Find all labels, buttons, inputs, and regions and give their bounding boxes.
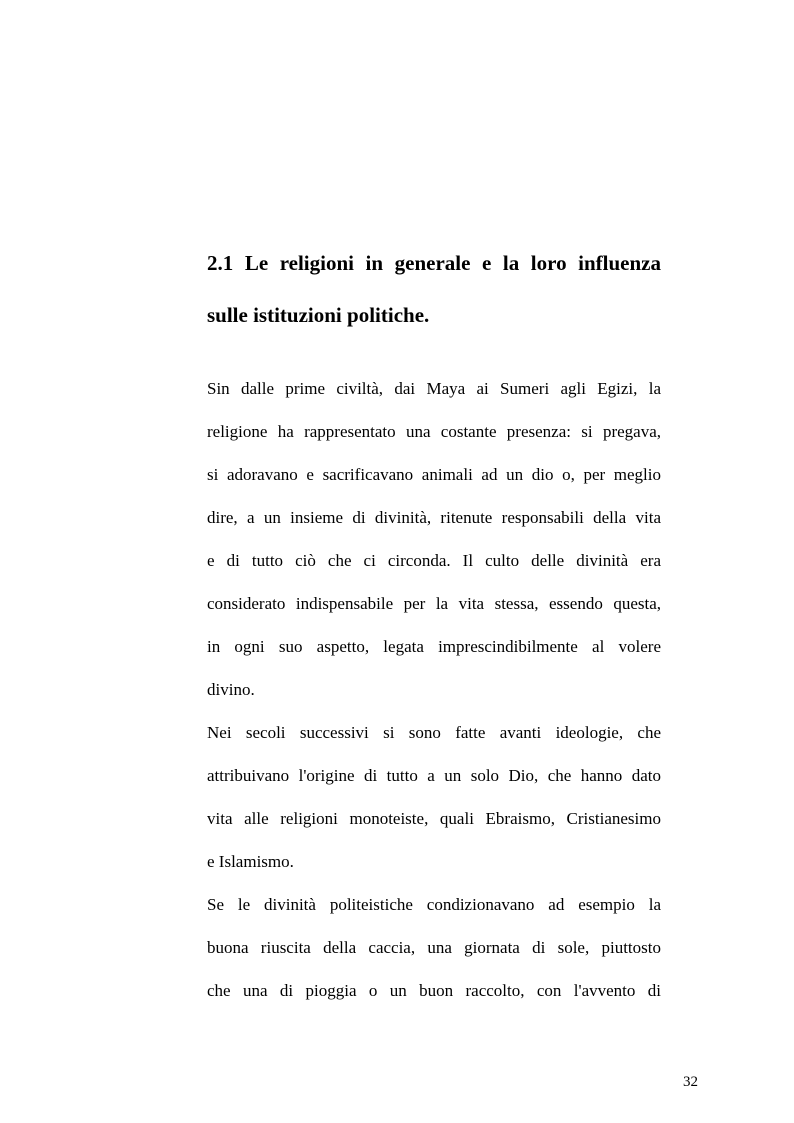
- body-line: che una di pioggia o un buon raccolto, con l'avvento di: [207, 981, 661, 1000]
- heading-line: 2.1 Le religioni in generale e la loro influenza: [207, 251, 661, 275]
- body-text: [207, 367, 661, 1012]
- body-line: si adoravano e sacrificavano animali ad un dio o, per meglio: [207, 465, 661, 484]
- body-line: e di tutto ciò che ci circonda. Il culto delle divinità era: [207, 551, 661, 570]
- body-line: attribuivano l'origine di tutto a un solo Dio, che hanno dato: [207, 766, 661, 785]
- body-line: Nei secoli successivi si sono fatte avanti ideologie, che: [207, 723, 661, 742]
- body-line: Sin dalle prime civiltà, dai Maya ai Sumeri agli Egizi, la: [207, 379, 661, 398]
- body-line: vita alle religioni monoteiste, quali Ebraismo, Cristianesimo: [207, 809, 661, 828]
- body-line: in ogni suo aspetto, legata imprescindibilmente al volere: [207, 637, 661, 656]
- body-line: Se le divinità politeistiche condizionavano ad esempio la: [207, 895, 661, 914]
- body-line: religione ha rappresentato una costante presenza: si pregava,: [207, 422, 661, 441]
- body-line: divino.: [207, 680, 255, 699]
- section-heading: [207, 237, 661, 341]
- body-line: e Islamismo.: [207, 852, 294, 871]
- body-line: buona riuscita della caccia, una giornata di sole, piuttosto: [207, 938, 661, 957]
- heading-line: sulle istituzioni politiche.: [207, 303, 430, 327]
- body-line: dire, a un insieme di divinità, ritenute responsabili della vita: [207, 508, 661, 527]
- page-number: 32: [683, 1074, 698, 1090]
- body-line: considerato indispensabile per la vita stessa, essendo questa,: [207, 594, 661, 613]
